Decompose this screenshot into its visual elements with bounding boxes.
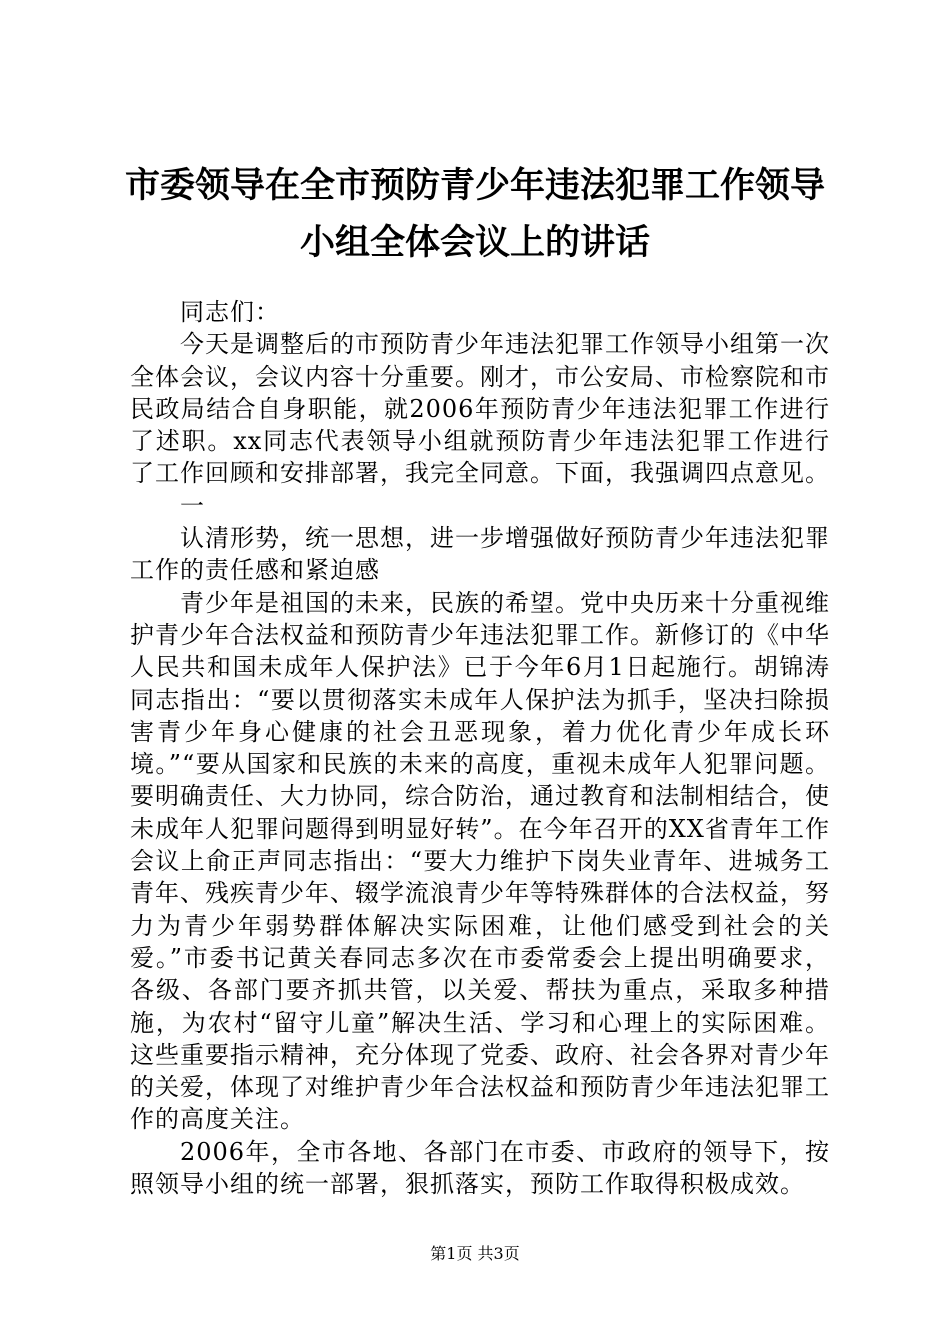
document-title — [120, 158, 830, 272]
page-footer: 第1页 共3页 — [430, 1244, 520, 1263]
paragraph-body: 青少年是祖国的未来，民族的希望。党中央历来十分重视维护青少年合法权益和预防青少年违法犯罪工作。新修订的《中华人民共和国未成年人保护法》已于今年6月1日起施行。胡锦涛同志指出：“要以贯彻落实未成年人保护法为抓手，坚决扫除损害青少年身心健康的社会丑恶现象，着力优化青少年成长环境。”“要从国家和民族的未来的高度，重视未成年人犯罪问题。要明确责任、大力协同，综合防治，通过教育和法制相结合，使未成年人犯罪问题得到明显好转”。在今年召开的XX省青年工作会议上俞正声同志指出：“要大力维护下岗失业青年、进城务工青年、残疾青少年、辍学流浪青少年等特殊群体的合法权益，努力为青少年弱势群体解决实际困难，让他们感受到社会的关爱。”市委书记黄关春同志多次在市委常委会上提出明确要求，各级、各部门要齐抓共管，以关爱、帮扶为重点，采取多种措施，为农村“留守儿童”解决生活、学习和心理上的实际困难。这些重要指示精神，充分体现了党委、政府、社会各界对青少年的关爱，体现了对维护青少年合法权益和预防青少年违法犯罪工作的高度关注。 — [130, 588, 830, 1134]
section-number: 一 — [180, 491, 205, 520]
salutation: 同志们： — [180, 298, 280, 326]
section-heading: 认清形势，统一思想，进一步增强做好预防青少年违法犯罪工作的责任感和紧迫感 — [130, 524, 830, 585]
paragraph-body: 2006年，全市各地、各部门在市委、市政府的领导下，按照领导小组的统一部署，狠抓落实，预防工作取得积极成效。 — [130, 1137, 830, 1199]
paragraph-intro: 今天是调整后的市预防青少年违法犯罪工作领导小组第一次全体会议，会议内容十分重要。刚才，市公安局、市检察院和市民政局结合自身职能，就2006年预防青少年违法犯罪工作进行了述职。xx同志代表领导小组就预防青少年违法犯罪工作进行了工作回顾和安排部署，我完全同意。下面，我强调四点意见。 — [130, 330, 830, 488]
title-line-2: 小组全体会议上的讲话 — [299, 223, 650, 263]
title-line-1: 市委领导在全市预防青少年违法犯罪工作领导 — [124, 166, 825, 206]
document-body — [130, 296, 830, 1200]
